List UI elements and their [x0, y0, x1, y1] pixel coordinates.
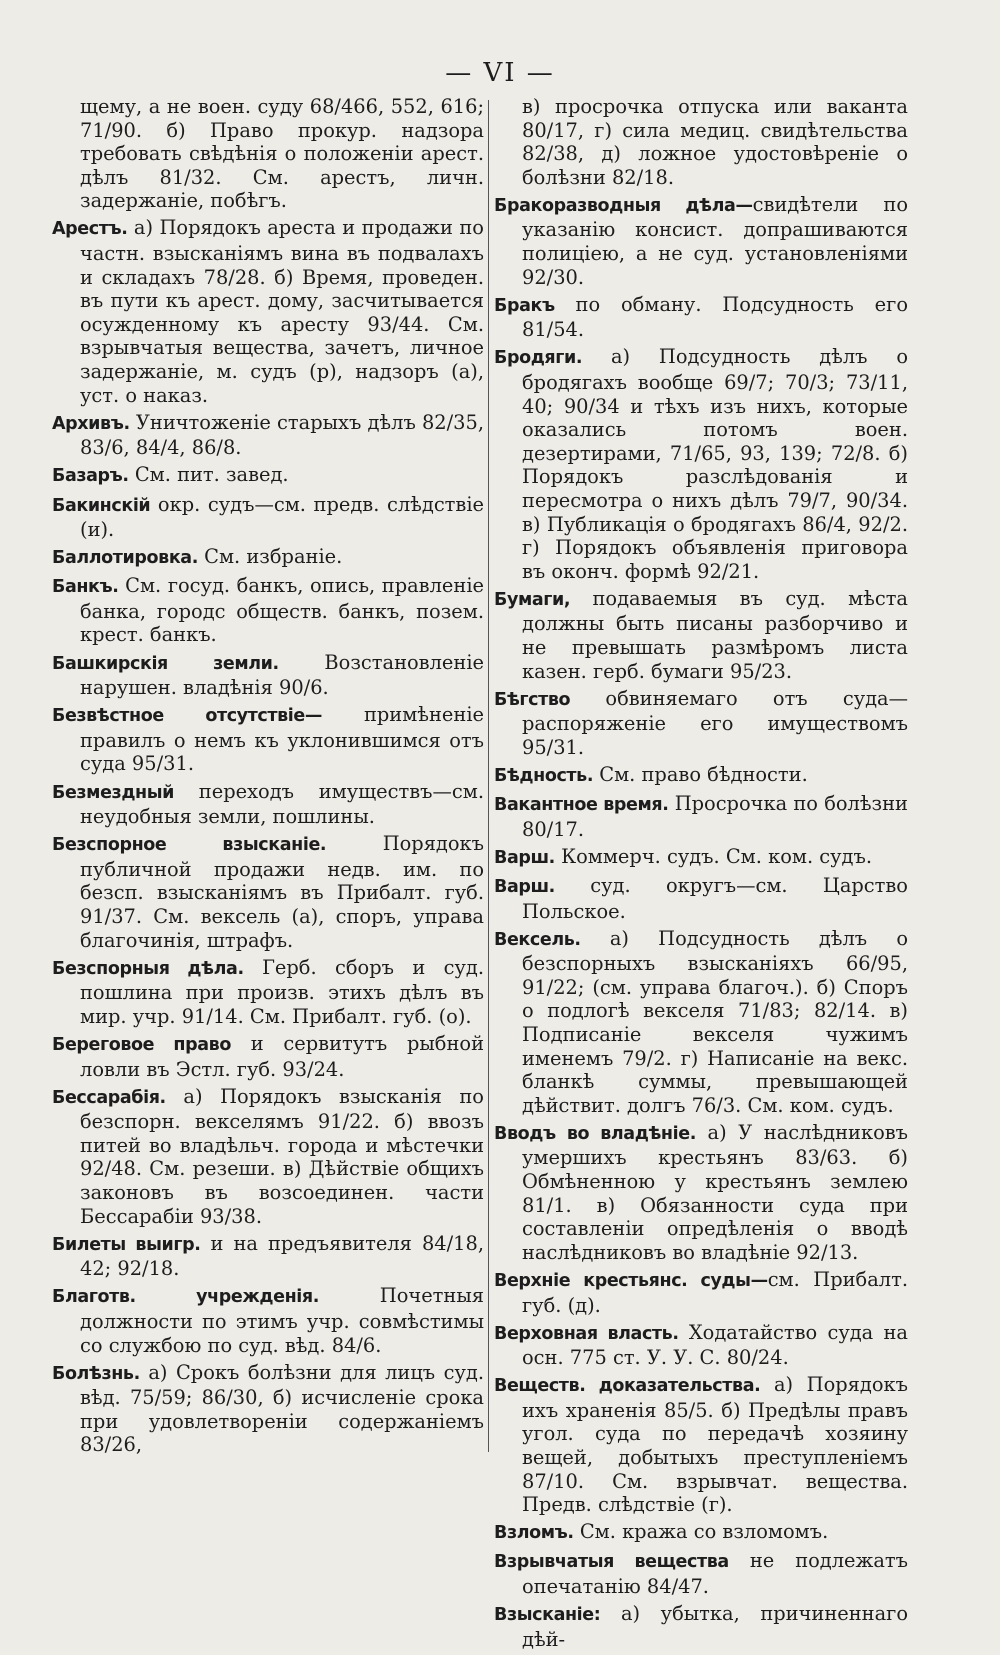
- entry-text: Коммерч. судъ. См. ком. судъ.: [554, 844, 872, 868]
- entry-text: а) Порядокъ ихъ храненія 85/5. б) Предѣлы правъ угол. суда по передачѣ хозяину вещей, добытыхъ преступленіемъ 87/10. См. взрывчат. вещества. Предв. слѣдствіе (г).: [522, 1373, 908, 1517]
- index-entry: [494, 874, 908, 923]
- page-number: — VI —: [445, 58, 555, 88]
- index-entry: [494, 763, 908, 789]
- index-entry: [494, 587, 908, 683]
- entry-text: Возстановленіе нарушен. владѣнія 90/6.: [80, 650, 484, 700]
- index-entry: [494, 345, 908, 583]
- entry-text: См. избраніе.: [197, 545, 343, 569]
- entry-text: и на предъявителя 84/18, 42; 92/18.: [80, 1231, 484, 1281]
- index-entry: [52, 216, 484, 407]
- entry-headword: Безмездный: [52, 782, 175, 803]
- entry-headword: Бѣгство: [494, 689, 571, 710]
- entry-headword: Бѣдность.: [494, 766, 594, 787]
- entry-headword: Варш.: [494, 847, 555, 868]
- index-entry: [494, 927, 908, 1118]
- entry-headword: Вводъ во владѣніе.: [494, 1123, 696, 1144]
- entry-text: а) У наслѣдниковъ умершихъ крестьянъ 83/63. б) Обмѣненною у крестьянъ землею 81/1. в) Обязанности суда при составленіи опредѣленія о вводѣ наслѣдниковъ во владѣніе 92/13.: [522, 1120, 909, 1264]
- entry-headword: Безвѣстное отсутствіе—: [52, 706, 322, 727]
- entry-text: Просрочка по болѣзни 80/17.: [522, 792, 908, 841]
- entry-text: окр. судъ—см. предв. слѣдствіе (и).: [80, 492, 484, 542]
- entry-text: См. право бѣдности.: [593, 763, 808, 787]
- right-column: [494, 95, 908, 1655]
- index-entry: [52, 1361, 484, 1457]
- index-entry: [494, 792, 908, 841]
- entry-headword: Архивъ.: [52, 413, 130, 434]
- entry-headword: Взломъ.: [494, 1523, 574, 1544]
- index-entry: [494, 687, 908, 760]
- entry-headword: Варш.: [494, 876, 555, 897]
- entry-headword: Верховная власть.: [494, 1323, 679, 1344]
- index-entry: [52, 1232, 484, 1281]
- entry-text: Ходатайство суда на осн. 775 ст. У. У. С. 80/24.: [522, 1320, 908, 1370]
- index-entry: [52, 574, 484, 647]
- entry-headword: Билеты выигр.: [52, 1234, 201, 1255]
- entry-headword: Верхніе крестьянс. суды—: [494, 1270, 768, 1291]
- entry-text: Герб. сборъ и суд. пошлина при произв. этихъ дѣлъ въ мир. учр. 91/14. См. Прибалт. губ. (о).: [80, 955, 484, 1028]
- entry-headword: Базаръ.: [52, 466, 129, 487]
- index-entry: [494, 1520, 908, 1546]
- entry-headword: Бродяги.: [494, 348, 583, 369]
- index-entry: [494, 1549, 908, 1598]
- entry-text: подаваемыя въ суд. мѣста должны быть писаны разборчиво и не превышать размѣромъ листа казен. герб. бумаги 95/23.: [522, 586, 908, 683]
- entry-text: суд. округъ—см. Царство Польское.: [522, 873, 908, 923]
- entry-headword: Болѣзнь.: [52, 1363, 140, 1384]
- entry-text: свидѣтели по указанію консист. допрашиваются полиціею, а не суд. установленіями 92/30.: [522, 192, 908, 289]
- entry-headword: Безспорное взысканіе.: [52, 835, 327, 856]
- left-column: [52, 95, 484, 1461]
- entry-text: по обману. Подсудность его 81/54.: [522, 292, 908, 342]
- entry-text: обвиняемаго отъ суда—распоряженіе его имуществомъ 95/31.: [522, 686, 908, 759]
- index-entry: [494, 1268, 908, 1317]
- index-entry: [52, 463, 484, 489]
- index-entry: [52, 493, 484, 542]
- entry-headword: Взрывчатыя вещества: [494, 1552, 729, 1573]
- entry-headword: Бракъ: [494, 295, 555, 316]
- index-entry: [52, 95, 484, 213]
- index-entry: [52, 1085, 484, 1229]
- entry-headword: Бессарабія.: [52, 1087, 166, 1108]
- entry-headword: Башкирскія земли.: [52, 653, 279, 674]
- entry-headword: Вексель.: [494, 929, 581, 950]
- entry-headword: Взысканіе:: [494, 1605, 601, 1626]
- entry-headword: Береговое право: [52, 1034, 231, 1055]
- entry-text: и сервитутъ рыбной ловли въ Эстл. губ. 93/24.: [80, 1031, 484, 1081]
- index-entry: [52, 1032, 484, 1081]
- entry-text: Почетныя должности по этимъ учр. совмѣстимы со службою по суд. вѣд. 84/6.: [80, 1284, 484, 1357]
- index-entry: [494, 193, 908, 289]
- entry-headword: Благотв. учрежденія.: [52, 1287, 319, 1308]
- index-entry: [52, 1284, 484, 1357]
- entry-text: в) просрочка отпуска или вакантa 80/17, г) сила медиц. свидѣтельства 82/38, д) ложное удостовѣреніе о болѣзни 82/18.: [522, 95, 908, 189]
- entry-text: а) Срокъ болѣзни для лицъ суд. вѣд. 75/59; 86/30, б) исчисленіе срока при удовлетвореніи содержаніемъ 83/26,: [80, 1360, 484, 1457]
- index-entry: [494, 1602, 908, 1651]
- entry-text: Уничтоженіе старыхъ дѣлъ 82/35, 83/6, 84/4, 86/8.: [80, 410, 484, 460]
- entry-text: а) Порядокъ ареста и продажи по частн. взысканіямъ вина въ подвалахъ и складахъ 78/28. б) Время, проведен. въ пути къ арест. дому, засчитывается осужденному къ аресту 93/44. См. взрывчатыя вещества, зачетъ, личное задержаніе, м. судъ (р), надзоръ (а), уст. о наказ.: [80, 216, 484, 407]
- entry-text: а) убытка, причиненнаго дѣй-: [522, 1602, 908, 1651]
- entry-text: Порядокъ публичной продажи недв. им. по безсп. взысканіямъ въ Прибалт. губ. 91/37. См. вексель (а), споръ, управа благочинія, штрафъ.: [80, 832, 484, 952]
- entry-headword: Безспорныя дѣла.: [52, 958, 244, 979]
- entry-headword: Арестъ.: [52, 219, 128, 240]
- entry-headword: Бумаги,: [494, 589, 571, 610]
- entry-text: примѣненіе правилъ о немъ къ уклонившимся отъ суда 95/31.: [80, 703, 484, 776]
- entry-headword: Банкъ.: [52, 577, 119, 598]
- index-entry: [52, 703, 484, 776]
- entry-text: щему, а не воен. суду 68/466, 552, 616; 71/90. б) Право прокур. надзора требовать свѣдѣнія о положеніи арест. дѣлъ 81/32. См. арестъ, личн. задержаніе, побѣгъ.: [80, 95, 484, 213]
- index-entry: [494, 95, 908, 189]
- index-entry: [52, 651, 484, 700]
- index-entry: [494, 293, 908, 342]
- index-entry: [52, 832, 484, 952]
- index-entry: [494, 845, 908, 871]
- index-entry: [52, 780, 484, 829]
- entry-headword: Баллотировка.: [52, 548, 198, 569]
- entry-headword: Бакинскій: [52, 495, 151, 516]
- entry-text: а) Подсудность дѣлъ о безспорныхъ взысканіяхъ 66/95, 91/22; (см. управа благоч.). б) Споръ о подлогѣ векселя 71/83; 82/14. в) Подписаніе векселя чужимъ именемъ 79/2. г) Написаніе на векс. бланкѣ суммы, превышающей дѣйствит. долгъ 76/3. См. ком. судъ.: [522, 926, 908, 1117]
- index-entry: [494, 1321, 908, 1370]
- column-divider: [488, 100, 489, 1452]
- entry-headword: Бракоразводныя дѣла—: [494, 195, 753, 216]
- entry-headword: Веществ. доказательства.: [494, 1376, 761, 1397]
- entry-headword: Вакантное время.: [494, 795, 669, 816]
- entry-text: а) Подсудность дѣлъ о бродягахъ вообще 69/7; 70/3; 73/11, 40; 90/34 и тѣхъ изъ нихъ, которые оказались потомъ воен. дезертирами, 71/65, 93, 139; 72/8. б) Порядокъ разслѣдованія и пересмотра о нихъ дѣлъ 79/7, 90/34. в) Публикація о бродягахъ 86/4, 92/2. г) Порядокъ объявленія приговора въ оконч. формѣ 92/21.: [522, 345, 908, 583]
- entry-text: См. пит. завед.: [128, 463, 289, 487]
- entry-text: не подлежатъ опечатанію 84/47.: [522, 1549, 908, 1599]
- entry-text: а) Порядокъ взысканія по безспорн. векселямъ 91/22. б) ввозъ питей во владѣльч. города и мѣстечки 92/48. См. резеши. в) Дѣйствіе общихъ законовъ въ возсоединен. части Бессарабіи 93/38.: [80, 1084, 484, 1228]
- index-entry: [52, 411, 484, 460]
- index-entry: [52, 545, 484, 571]
- entry-text: см. Прибалт. губ. (д).: [522, 1267, 908, 1317]
- index-entry: [52, 956, 484, 1029]
- entry-text: переходъ имуществъ—см. неудобныя земли, пошлины.: [80, 779, 484, 829]
- index-entry: [494, 1373, 908, 1517]
- entry-text: См. кража со взломомъ.: [573, 1520, 829, 1544]
- entry-text: См. госуд. банкъ, опись, правленіе банка, городс обществ. банкъ, позем. крест. банкъ.: [80, 574, 484, 647]
- index-entry: [494, 1121, 908, 1265]
